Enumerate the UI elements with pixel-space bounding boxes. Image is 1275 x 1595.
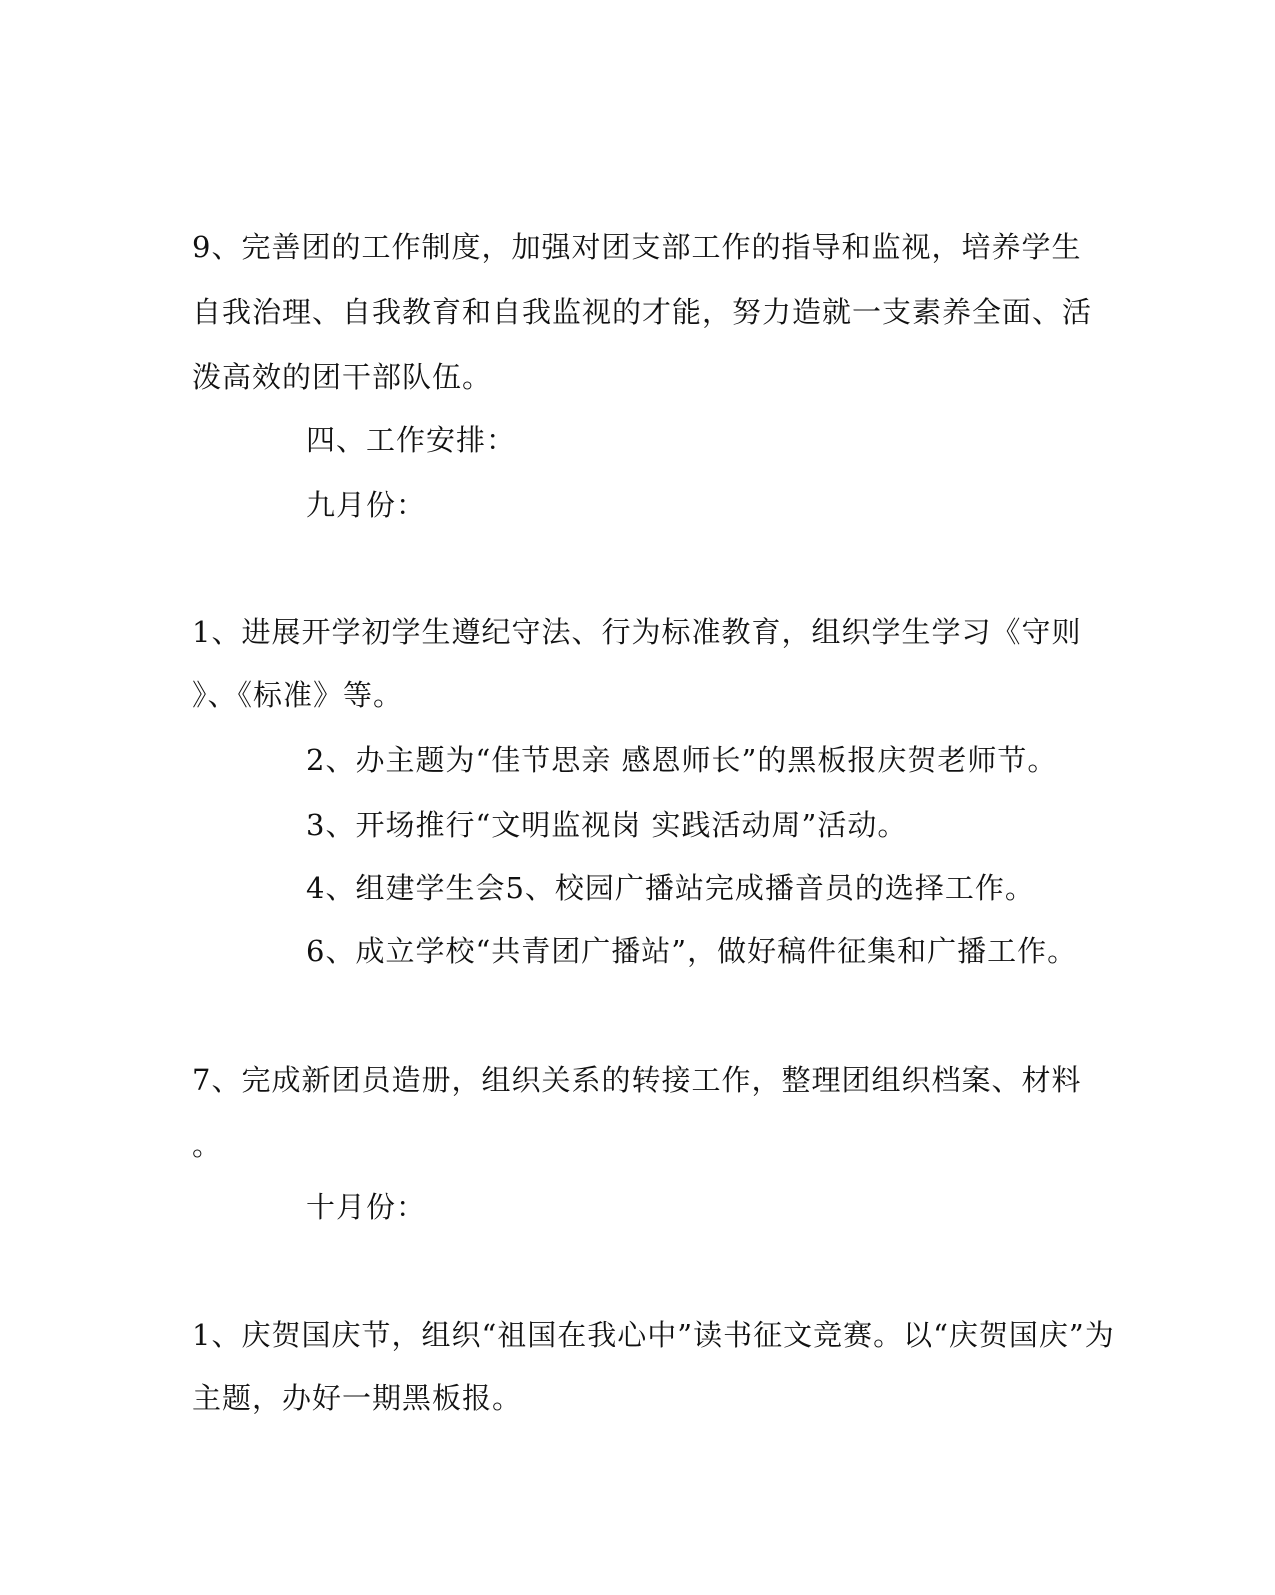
paragraph-line: 主题，办好一期黑板报。 [192,1381,523,1415]
paragraph-line: 9、完善团的工作制度，加强对团支部工作的指导和监视，培养学生 [192,230,1082,264]
list-item: 2、办主题为“佳节思亲 感恩师长”的黑板报庆贺老师节。 [306,743,1058,777]
paragraph-line: 1、庆贺国庆节，组织“祖国在我心中”读书征文竞赛。以“庆贺国庆”为 [192,1318,1115,1352]
list-item: 3、开场推行“文明监视岗 实践活动周”活动。 [306,808,908,842]
paragraph-line: 7、完成新团员造册，组织关系的转接工作，整理团组织档案、材料 [192,1063,1082,1097]
paragraph-line: 泼高效的团干部队伍。 [192,360,493,394]
list-item: 6、成立学校“共青团广播站”，做好稿件征集和广播工作。 [306,934,1078,968]
month-heading-september: 九月份： [306,488,427,522]
paragraph-line: 1、进展开学初学生遵纪守法、行为标准教育，组织学生学习《守则 [192,615,1082,649]
paragraph-line: 》、《标准》等。 [192,678,404,712]
paragraph-line: 自我治理、自我教育和自我监视的才能，努力造就一支素养全面、活 [192,295,1093,329]
section-heading: 四、工作安排： [306,423,517,457]
list-item: 4、组建学生会5、校园广播站完成播音员的选择工作。 [306,871,1035,905]
paragraph-line: 。 [192,1128,223,1162]
month-heading-october: 十月份： [306,1190,427,1224]
